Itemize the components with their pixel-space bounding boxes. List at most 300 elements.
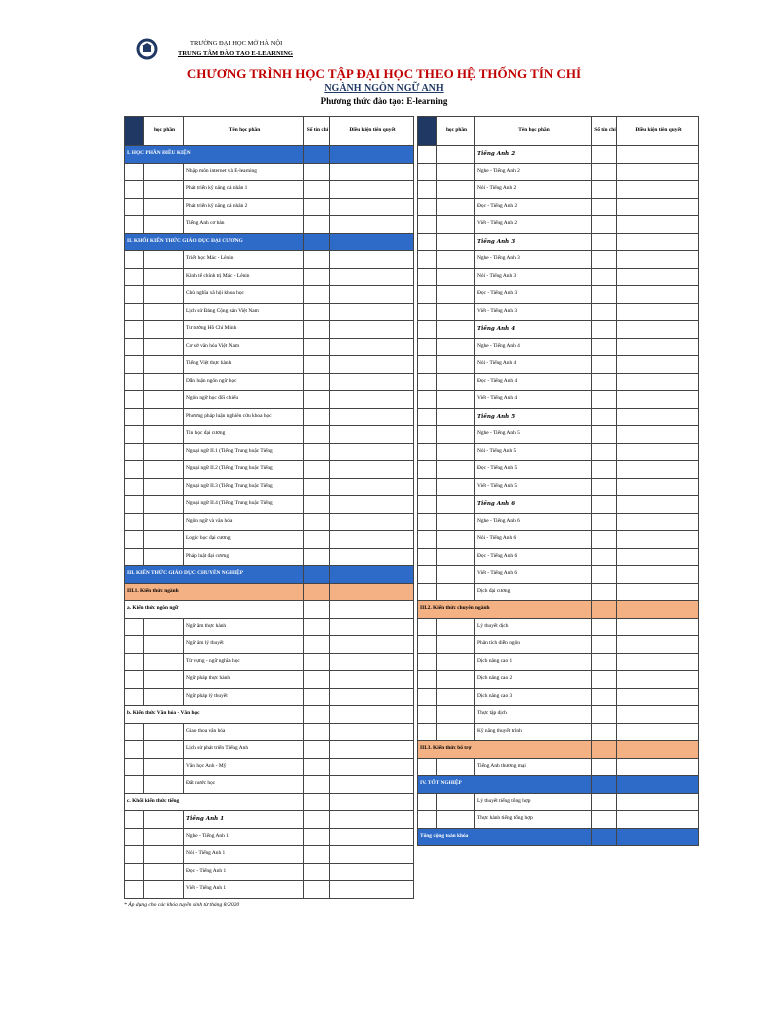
course-name: Lịch sử phát triển Tiếng Anh [184, 741, 304, 759]
credits-cell [304, 706, 330, 724]
course-name: Ngữ pháp thực hành [184, 671, 304, 689]
credits-cell [304, 216, 330, 234]
course-row [418, 583, 699, 601]
prereq-cell [617, 198, 699, 216]
category-row [418, 496, 699, 514]
code-cell [437, 268, 475, 286]
prereq-cell [617, 706, 699, 724]
section-title: a. Kiến thức ngôn ngữ [125, 601, 304, 619]
blank-cell [418, 636, 437, 654]
course-row [418, 391, 699, 409]
code-cell [437, 793, 475, 811]
prereq-cell [330, 671, 414, 689]
course-name: Tiếng Anh 3 [475, 233, 592, 251]
blank-cell [418, 583, 437, 601]
credits-cell [592, 408, 617, 426]
credits-cell [304, 671, 330, 689]
code-cell [437, 303, 475, 321]
course-row [418, 688, 699, 706]
code-cell [437, 426, 475, 444]
prereq-cell [330, 828, 414, 846]
code-cell [437, 251, 475, 269]
section-title: III.3. Kiến thức bổ trợ [418, 741, 592, 759]
code-cell [144, 478, 184, 496]
prereq-cell [330, 286, 414, 304]
course-name: Kỹ năng thuyết trình [475, 723, 592, 741]
course-name: Tiếng Anh 2 [475, 146, 592, 164]
group-row [125, 706, 414, 724]
course-name: Phát triển kỹ năng cá nhân 1 [184, 181, 304, 199]
course-name: Tin học đại cương [184, 426, 304, 444]
course-row [418, 286, 699, 304]
blank-cell [125, 688, 144, 706]
credits-cell [304, 163, 330, 181]
course-row [418, 461, 699, 479]
prereq-cell [617, 408, 699, 426]
prereq-cell [617, 741, 699, 759]
blank-cell [418, 496, 437, 514]
category-row [418, 146, 699, 164]
section-title: c. Khối kiến thức tiếng [125, 793, 304, 811]
section-title: III. KIẾN THỨC GIÁO DỤC CHUYÊN NGHIỆP [125, 566, 304, 584]
credits-cell [304, 618, 330, 636]
course-row [125, 741, 414, 759]
credits-cell [592, 548, 617, 566]
code-cell [437, 811, 475, 829]
prereq-cell [617, 636, 699, 654]
prereq-cell [330, 618, 414, 636]
blank-cell [418, 811, 437, 829]
prereq-cell [617, 216, 699, 234]
code-cell [437, 478, 475, 496]
code-cell [437, 338, 475, 356]
footnote: * Áp dụng cho các khóa tuyển sinh từ tháng 8/2020 [124, 902, 240, 908]
prereq-cell [330, 706, 414, 724]
credits-cell [304, 426, 330, 444]
credits-cell [592, 216, 617, 234]
course-name: Logic học đại cương [184, 531, 304, 549]
blank-cell [418, 268, 437, 286]
course-name: Ngữ âm lý thuyết [184, 636, 304, 654]
code-cell [144, 286, 184, 304]
course-row [418, 478, 699, 496]
prereq-cell [617, 776, 699, 794]
header-blank [125, 117, 144, 146]
code-cell [437, 356, 475, 374]
header-prereq: Điều kiện tiên quyết [330, 117, 414, 146]
blank-cell [125, 286, 144, 304]
credits-cell [592, 233, 617, 251]
course-name: Dịch nâng cao 1 [475, 653, 592, 671]
credits-cell [592, 356, 617, 374]
code-cell [437, 688, 475, 706]
blank-cell [125, 426, 144, 444]
blank-cell [418, 513, 437, 531]
code-cell [144, 776, 184, 794]
prereq-cell [617, 671, 699, 689]
blank-cell [125, 443, 144, 461]
course-row [125, 548, 414, 566]
code-cell [437, 391, 475, 409]
course-row [418, 513, 699, 531]
course-row [418, 548, 699, 566]
credits-cell [304, 496, 330, 514]
credits-cell [592, 706, 617, 724]
credits-cell [304, 146, 330, 164]
course-name: Lý thuyết dịch [475, 618, 592, 636]
credits-cell [304, 793, 330, 811]
prereq-cell [617, 723, 699, 741]
credits-cell [304, 583, 330, 601]
blank-cell [125, 338, 144, 356]
code-cell [437, 583, 475, 601]
course-name: Tiếng Anh thương mại [475, 758, 592, 776]
course-row [418, 356, 699, 374]
curriculum-table-right [417, 116, 699, 846]
course-name: Nói - Tiếng Anh 1 [184, 846, 304, 864]
subsection-row [125, 583, 414, 601]
course-name: Phát triển kỹ năng cá nhân 2 [184, 198, 304, 216]
code-cell [144, 811, 184, 829]
course-name: Thực hành tiếng tổng hợp [475, 811, 592, 829]
group-row [125, 601, 414, 619]
course-name: Ngoại ngữ II.1 (Tiếng Trung hoặc Tiếng [184, 443, 304, 461]
course-row [125, 723, 414, 741]
course-name: Tiếng Anh 4 [475, 321, 592, 339]
blank-cell [418, 723, 437, 741]
prereq-cell [330, 653, 414, 671]
prereq-cell [617, 373, 699, 391]
code-cell [437, 706, 475, 724]
code-cell [144, 373, 184, 391]
section-title: III.1. Kiến thức ngành [125, 583, 304, 601]
code-cell [437, 531, 475, 549]
course-name: Văn học Anh - Mỹ [184, 758, 304, 776]
code-cell [437, 321, 475, 339]
course-name: Dịch nâng cao 2 [475, 671, 592, 689]
page-title: CHƯƠNG TRÌNH HỌC TẬP ĐẠI HỌC THEO HỆ THỐNG TÍN CHỈ [186, 66, 582, 81]
course-name: Nghe - Tiếng Anh 3 [475, 251, 592, 269]
table-header [125, 117, 414, 146]
blank-cell [418, 758, 437, 776]
prereq-cell [617, 531, 699, 549]
header-name: Tên học phần [475, 117, 592, 146]
blank-cell [418, 198, 437, 216]
course-name: Đất nước học [184, 776, 304, 794]
course-name: Dịch nâng cao 3 [475, 688, 592, 706]
course-name: Viết - Tiếng Anh 5 [475, 478, 592, 496]
course-row [125, 863, 414, 881]
section-row [125, 233, 414, 251]
course-row [418, 531, 699, 549]
course-name: Viết - Tiếng Anh 4 [475, 391, 592, 409]
course-row [125, 216, 414, 234]
header-credits: Số tín chỉ [304, 117, 330, 146]
course-row [418, 706, 699, 724]
course-row [125, 758, 414, 776]
credits-cell [304, 286, 330, 304]
course-name: Đọc - Tiếng Anh 6 [475, 548, 592, 566]
prereq-cell [617, 303, 699, 321]
course-row [418, 303, 699, 321]
course-name: Nói - Tiếng Anh 2 [475, 181, 592, 199]
course-row [418, 758, 699, 776]
credits-cell [304, 373, 330, 391]
credits-cell [592, 601, 617, 619]
credits-cell [592, 583, 617, 601]
code-cell [437, 618, 475, 636]
code-cell [437, 146, 475, 164]
section-title: IV. TỐT NGHIỆP [418, 776, 592, 794]
course-row [418, 338, 699, 356]
course-row [125, 846, 414, 864]
blank-cell [125, 216, 144, 234]
course-row [125, 321, 414, 339]
prereq-cell [617, 653, 699, 671]
prereq-cell [617, 391, 699, 409]
code-cell [144, 513, 184, 531]
blank-cell [418, 793, 437, 811]
blank-cell [125, 811, 144, 829]
blank-cell [418, 338, 437, 356]
course-name: Viết - Tiếng Anh 1 [184, 881, 304, 899]
prereq-cell [617, 286, 699, 304]
prereq-cell [617, 496, 699, 514]
credits-cell [592, 811, 617, 829]
blank-cell [125, 513, 144, 531]
blank-cell [125, 461, 144, 479]
table-header [418, 117, 699, 146]
code-cell [144, 216, 184, 234]
credits-cell [304, 443, 330, 461]
course-row [418, 373, 699, 391]
code-cell [437, 513, 475, 531]
course-row [418, 636, 699, 654]
credits-cell [592, 321, 617, 339]
code-cell [144, 443, 184, 461]
credits-cell [592, 653, 617, 671]
code-cell [144, 863, 184, 881]
course-name: Thực tập dịch [475, 706, 592, 724]
code-cell [437, 181, 475, 199]
course-row [125, 881, 414, 899]
credits-cell [304, 566, 330, 584]
course-row [418, 268, 699, 286]
section-title: III.2. Kiến thức chuyên ngành [418, 601, 592, 619]
blank-cell [125, 618, 144, 636]
code-cell [144, 321, 184, 339]
prereq-cell [330, 426, 414, 444]
credits-cell [592, 636, 617, 654]
category-row [418, 233, 699, 251]
course-name: Pháp luật đại cương [184, 548, 304, 566]
prereq-cell [330, 216, 414, 234]
blank-cell [125, 181, 144, 199]
prereq-cell [330, 233, 414, 251]
blank-cell [418, 286, 437, 304]
prereq-cell [330, 531, 414, 549]
course-name: Tư tưởng Hồ Chí Minh [184, 321, 304, 339]
course-name: Tiếng Anh cơ bản [184, 216, 304, 234]
blank-cell [418, 146, 437, 164]
header-credits: Số tín chỉ [592, 117, 617, 146]
prereq-cell [330, 391, 414, 409]
course-name: Nghe - Tiếng Anh 6 [475, 513, 592, 531]
section-row [125, 566, 414, 584]
code-cell [144, 198, 184, 216]
course-row [418, 653, 699, 671]
blank-cell [418, 216, 437, 234]
code-cell [144, 671, 184, 689]
blank-cell [418, 461, 437, 479]
prereq-cell [617, 583, 699, 601]
blank-cell [125, 303, 144, 321]
credits-cell [304, 356, 330, 374]
course-row [125, 513, 414, 531]
prereq-cell [330, 758, 414, 776]
header-name: Tên học phần [184, 117, 304, 146]
prereq-cell [617, 811, 699, 829]
course-row [125, 426, 414, 444]
blank-cell [418, 706, 437, 724]
course-row [125, 286, 414, 304]
code-cell [437, 566, 475, 584]
code-cell [437, 216, 475, 234]
credits-cell [592, 461, 617, 479]
credits-cell [592, 496, 617, 514]
prereq-cell [617, 548, 699, 566]
prereq-cell [330, 181, 414, 199]
blank-cell [418, 478, 437, 496]
blank-cell [125, 758, 144, 776]
credits-cell [592, 618, 617, 636]
prereq-cell [330, 723, 414, 741]
blank-cell [125, 251, 144, 269]
course-row [125, 478, 414, 496]
prereq-cell [617, 233, 699, 251]
credits-cell [592, 373, 617, 391]
credits-cell [304, 776, 330, 794]
university-logo [136, 38, 158, 60]
prereq-cell [330, 163, 414, 181]
prereq-cell [330, 198, 414, 216]
blank-cell [418, 408, 437, 426]
prereq-cell [330, 846, 414, 864]
code-cell [437, 408, 475, 426]
course-row [125, 391, 414, 409]
course-name: Ngữ âm thực hành [184, 618, 304, 636]
prereq-cell [617, 338, 699, 356]
course-row [418, 671, 699, 689]
credits-cell [304, 338, 330, 356]
credits-cell [304, 811, 330, 829]
code-cell [144, 251, 184, 269]
blank-cell [125, 723, 144, 741]
course-name: Nghe - Tiếng Anh 4 [475, 338, 592, 356]
code-cell [437, 548, 475, 566]
prereq-cell [330, 496, 414, 514]
code-cell [437, 671, 475, 689]
credits-cell [304, 881, 330, 899]
blank-cell [418, 618, 437, 636]
blank-cell [418, 181, 437, 199]
course-name: Đọc - Tiếng Anh 4 [475, 373, 592, 391]
credits-cell [304, 653, 330, 671]
subsection-row [418, 601, 699, 619]
credits-cell [304, 303, 330, 321]
code-cell [144, 356, 184, 374]
prereq-cell [330, 513, 414, 531]
course-name: Chủ nghĩa xã hội khoa học [184, 286, 304, 304]
group-row [125, 793, 414, 811]
prereq-cell [330, 356, 414, 374]
blank-cell [125, 163, 144, 181]
course-row [125, 251, 414, 269]
section-title: I. HỌC PHẦN ĐIỀU KIỆN [125, 146, 304, 164]
prereq-cell [330, 776, 414, 794]
prereq-cell [617, 618, 699, 636]
credits-cell [304, 601, 330, 619]
prereq-cell [330, 478, 414, 496]
credits-cell [592, 303, 617, 321]
code-cell [144, 636, 184, 654]
category-row [125, 811, 414, 829]
course-name: Tiếng Anh 1 [184, 811, 304, 829]
code-cell [437, 723, 475, 741]
course-row [418, 443, 699, 461]
credits-cell [304, 513, 330, 531]
course-name: Ngoại ngữ II.2 (Tiếng Trung hoặc Tiếng [184, 461, 304, 479]
credits-cell [304, 548, 330, 566]
mode-title: Phương thức đào tạo: E-learning [320, 96, 448, 106]
course-name: Dẫn luận ngôn ngữ học [184, 373, 304, 391]
course-name: Lịch sử Đảng Cộng sản Việt Nam [184, 303, 304, 321]
course-row [418, 198, 699, 216]
code-cell [144, 548, 184, 566]
blank-cell [418, 303, 437, 321]
blank-cell [418, 426, 437, 444]
blank-cell [418, 548, 437, 566]
header-code: học phần [144, 117, 184, 146]
credits-cell [304, 391, 330, 409]
credits-cell [592, 198, 617, 216]
prereq-cell [617, 758, 699, 776]
course-name: Nói - Tiếng Anh 5 [475, 443, 592, 461]
course-row [125, 828, 414, 846]
code-cell [144, 618, 184, 636]
code-cell [144, 846, 184, 864]
blank-cell [125, 531, 144, 549]
course-name: Giao thoa văn hóa [184, 723, 304, 741]
course-name: Đọc - Tiếng Anh 1 [184, 863, 304, 881]
course-name: Ngôn ngữ học đối chiếu [184, 391, 304, 409]
credits-cell [592, 426, 617, 444]
course-row [418, 811, 699, 829]
code-cell [144, 163, 184, 181]
prereq-cell [617, 478, 699, 496]
blank-cell [418, 531, 437, 549]
course-name: Phương pháp luận nghiên cứu khoa học [184, 408, 304, 426]
prereq-cell [617, 356, 699, 374]
blank-cell [125, 741, 144, 759]
prereq-cell [330, 548, 414, 566]
course-name: Viết - Tiếng Anh 6 [475, 566, 592, 584]
prereq-cell [330, 583, 414, 601]
blank-cell [125, 828, 144, 846]
blank-cell [418, 566, 437, 584]
course-name: Nghe - Tiếng Anh 5 [475, 426, 592, 444]
blank-cell [418, 233, 437, 251]
